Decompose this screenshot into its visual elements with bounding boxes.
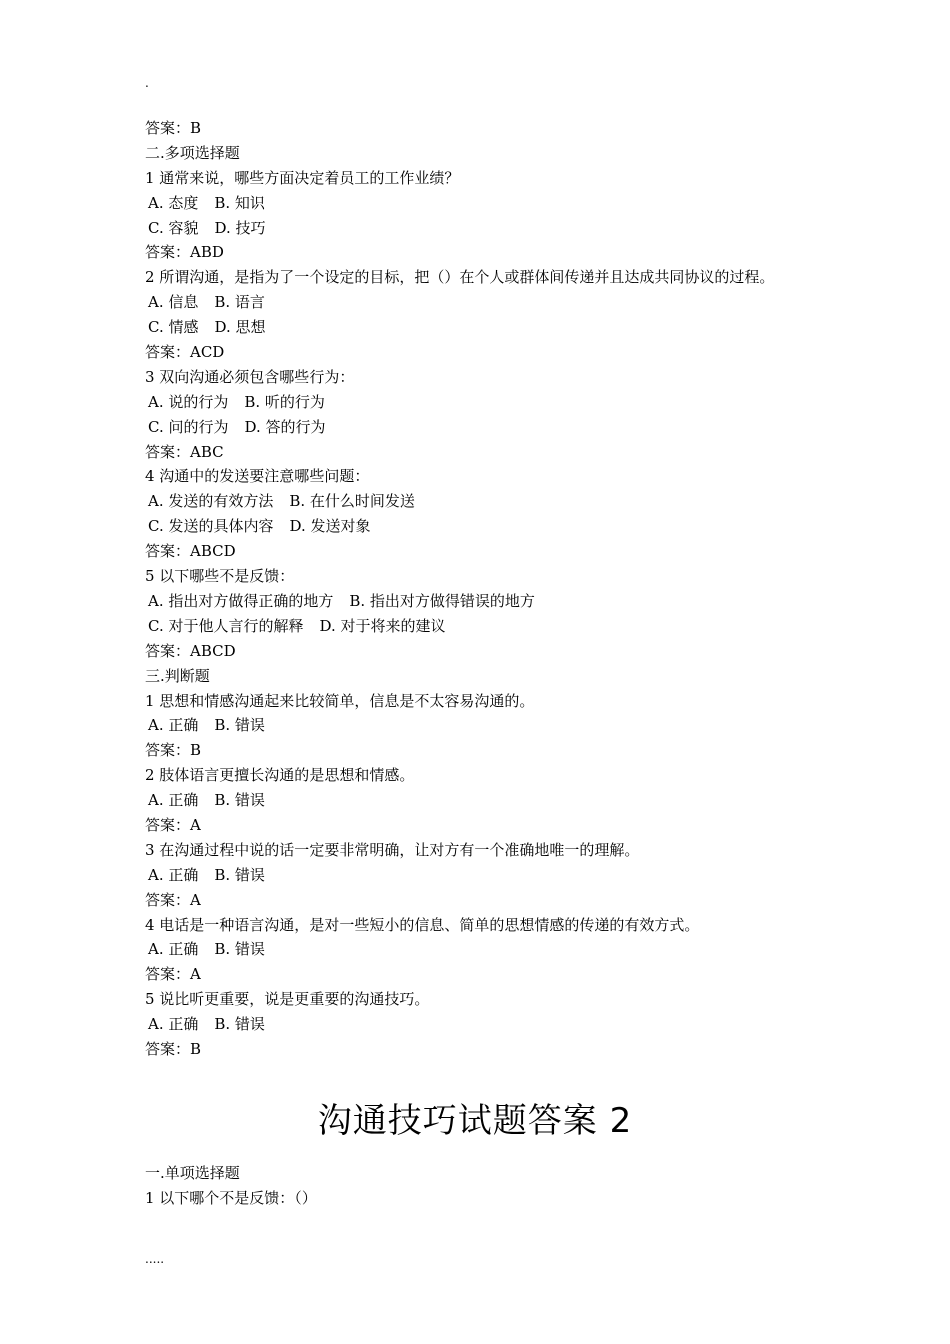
option-item: B. 错误	[214, 940, 265, 959]
text-line: 答案：ABC	[145, 442, 224, 461]
option-item: C. 情感	[148, 318, 199, 337]
text-line: 答案：B	[145, 1039, 202, 1058]
option-item: A. 发送的有效方法	[148, 492, 274, 511]
text-line: 答案：B	[145, 741, 202, 760]
options-row	[145, 514, 815, 539]
option-item: C. 容貌	[148, 218, 199, 237]
text-line: 答案：A	[145, 965, 201, 984]
option-item: A. 正确	[148, 716, 199, 735]
page-footer-mark: .....	[145, 1252, 165, 1266]
option-item: A. 正确	[148, 791, 199, 810]
text-line: 答案：ABCD	[145, 542, 236, 561]
options-row	[145, 937, 815, 962]
option-item: B. 错误	[214, 865, 265, 884]
option-item: B. 错误	[214, 1015, 265, 1034]
text-line: 二.多项选择题	[145, 143, 240, 162]
document-body	[145, 116, 815, 1062]
options-row	[145, 489, 815, 514]
option-item: A. 态度	[148, 193, 199, 212]
option-item: B. 在什么时间发送	[289, 492, 415, 511]
text-line: 答案：ABD	[145, 243, 224, 262]
option-item: D. 对于将来的建议	[319, 616, 446, 635]
option-item: B. 语言	[214, 293, 265, 312]
options-row	[145, 614, 815, 639]
option-item: B. 错误	[214, 716, 265, 735]
options-row	[145, 589, 815, 614]
text-line: 3 双向沟通必须包含哪些行为：	[145, 367, 355, 386]
text-line: 答案：B	[145, 119, 202, 137]
text-line: 2 所谓沟通，是指为了一个设定的目标，把（）在个人或群体间传递并且达成共同协议的过程。	[145, 268, 775, 287]
text-line: 4 电话是一种语言沟通，是对一些短小的信息、简单的思想情感的传递的有效方式。	[145, 915, 700, 934]
option-item: C. 对于他人言行的解释	[148, 616, 304, 635]
option-item: C. 发送的具体内容	[148, 517, 274, 536]
option-item: D. 技巧	[214, 218, 266, 237]
text-line: 5 说比听更重要，说是更重要的沟通技巧。	[145, 990, 430, 1009]
option-item: B. 指出对方做得错误的地方	[349, 591, 535, 610]
options-row	[145, 415, 815, 440]
text-line: 三.判断题	[145, 666, 210, 685]
options-row	[145, 788, 815, 813]
text-line: 答案：A	[145, 890, 201, 909]
text-line: 1 通常来说，哪些方面决定着员工的工作业绩？	[145, 168, 460, 187]
text-line: 1 以下哪个不是反馈：（）	[145, 1188, 317, 1207]
option-item: A. 正确	[148, 940, 199, 959]
option-item: D. 发送对象	[289, 517, 371, 536]
text-line: 答案：ACD	[145, 343, 225, 362]
text-line: 答案：A	[145, 815, 201, 834]
page-header-mark: .	[145, 76, 149, 90]
text-line: 2 肢体语言更擅长沟通的是思想和情感。	[145, 766, 415, 785]
options-row	[145, 863, 815, 888]
option-item: A. 信息	[148, 293, 199, 312]
options-row	[145, 713, 815, 738]
option-item: A. 正确	[148, 865, 199, 884]
option-item: B. 听的行为	[244, 392, 325, 411]
options-row	[145, 191, 815, 216]
option-item: C. 问的行为	[148, 417, 229, 436]
text-line: 答案：ABCD	[145, 641, 236, 660]
option-item: A. 正确	[148, 1015, 199, 1034]
text-line: 一.单项选择题	[145, 1164, 240, 1182]
options-row	[145, 390, 815, 415]
option-item: B. 错误	[214, 791, 265, 810]
option-item: D. 答的行为	[244, 417, 326, 436]
option-item: B. 知识	[214, 193, 265, 212]
options-row	[145, 1012, 815, 1037]
text-line: 5 以下哪些不是反馈：	[145, 567, 295, 586]
text-line: 3 在沟通过程中说的话一定要非常明确，让对方有一个准确地唯一的理解。	[145, 840, 640, 859]
text-line: 4 沟通中的发送要注意哪些问题：	[145, 467, 370, 486]
option-item: A. 指出对方做得正确的地方	[148, 591, 334, 610]
options-row	[145, 315, 815, 340]
text-line: 1 思想和情感沟通起来比较简单，信息是不太容易沟通的。	[145, 691, 535, 710]
document-body-continued	[145, 1161, 815, 1211]
option-item: D. 思想	[214, 318, 266, 337]
document-title: 沟通技巧试题答案 2	[317, 1101, 633, 1141]
options-row	[145, 216, 815, 241]
options-row	[145, 290, 815, 315]
option-item: A. 说的行为	[148, 392, 229, 411]
